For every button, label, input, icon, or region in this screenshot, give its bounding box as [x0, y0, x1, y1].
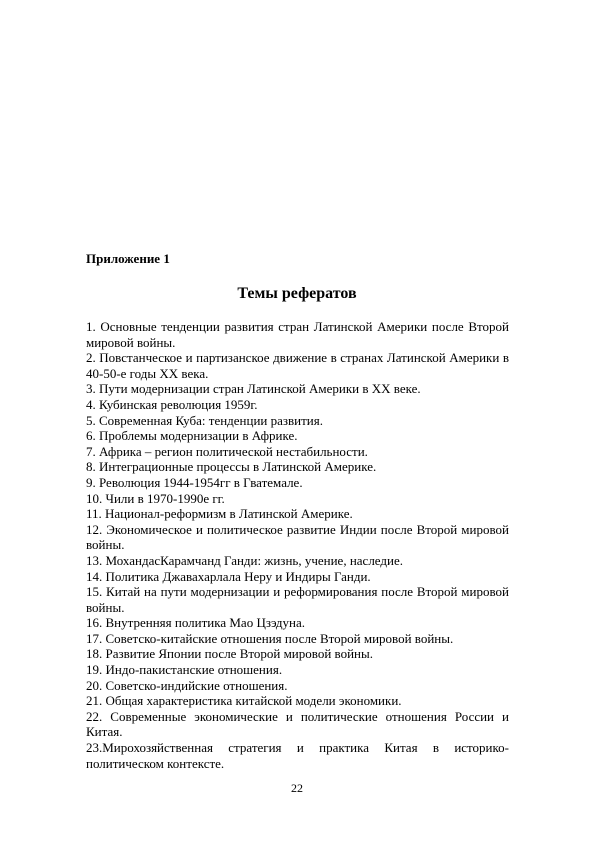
appendix-label: Приложение 1 — [86, 251, 170, 266]
list-item: 15. Китай на пути модернизации и реформирования после Второй мировой войны. — [86, 584, 509, 615]
list-item: 22. Современные экономические и политические отношения России и Китая. — [86, 708, 509, 740]
list-item: 6. Проблемы модернизации в Африке. — [86, 428, 298, 444]
list-item: 9. Революция 1944-1954гг в Гватемале. — [86, 474, 303, 490]
list-item: 11. Национал-реформизм в Латинской Америке. — [86, 506, 353, 522]
list-item: 1. Основные тенденции развития стран Латинской Америки после Второй мировой войны. — [86, 319, 509, 350]
list-item: 23.Мирохозяйственная стратегия и практика Китая в историко-политическом контексте. — [86, 740, 509, 771]
topic-list — [86, 319, 509, 771]
page-number: 22 — [291, 781, 303, 795]
list-item: 2. Повстанческое и партизанское движение в странах Латинской Америки в 40-50-е годы ХХ века. — [86, 350, 509, 381]
list-item: 17. Советско-китайские отношения после Второй мировой войны. — [86, 630, 454, 646]
list-item: 12. Экономическое и политическое развитие Индии после Второй мировой войны. — [86, 521, 509, 553]
list-item: 4. Кубинская революция 1959г. — [86, 396, 258, 412]
list-item: 19. Индо-пакистанские отношения. — [86, 662, 283, 678]
list-item: 7. Африка – регион политической нестабильности. — [86, 443, 368, 459]
list-item: 18. Развитие Японии после Второй мировой войны. — [86, 646, 373, 662]
list-item: 3. Пути модернизации стран Латинской Америки в ХХ веке. — [86, 381, 421, 397]
list-item: 14. Политика Джавахарлала Неру и Индиры Ганди. — [86, 568, 371, 584]
list-item: 10. Чили в 1970-1990е гг. — [86, 490, 225, 506]
list-item: 16. Внутренняя политика Мао Цзэдуна. — [86, 615, 305, 631]
list-item: 13. МохандасКарамчанд Ганди: жизнь, учение, наследие. — [86, 552, 403, 568]
list-item: 20. Советско-индийские отношения. — [86, 677, 288, 693]
list-item: 21. Общая характеристика китайской модели экономики. — [86, 693, 402, 709]
page-title: Темы рефератов — [237, 285, 357, 302]
list-item: 5. Современная Куба: тенденции развития. — [86, 412, 323, 428]
list-item: 8. Интеграционные процессы в Латинской Америке. — [86, 459, 377, 475]
